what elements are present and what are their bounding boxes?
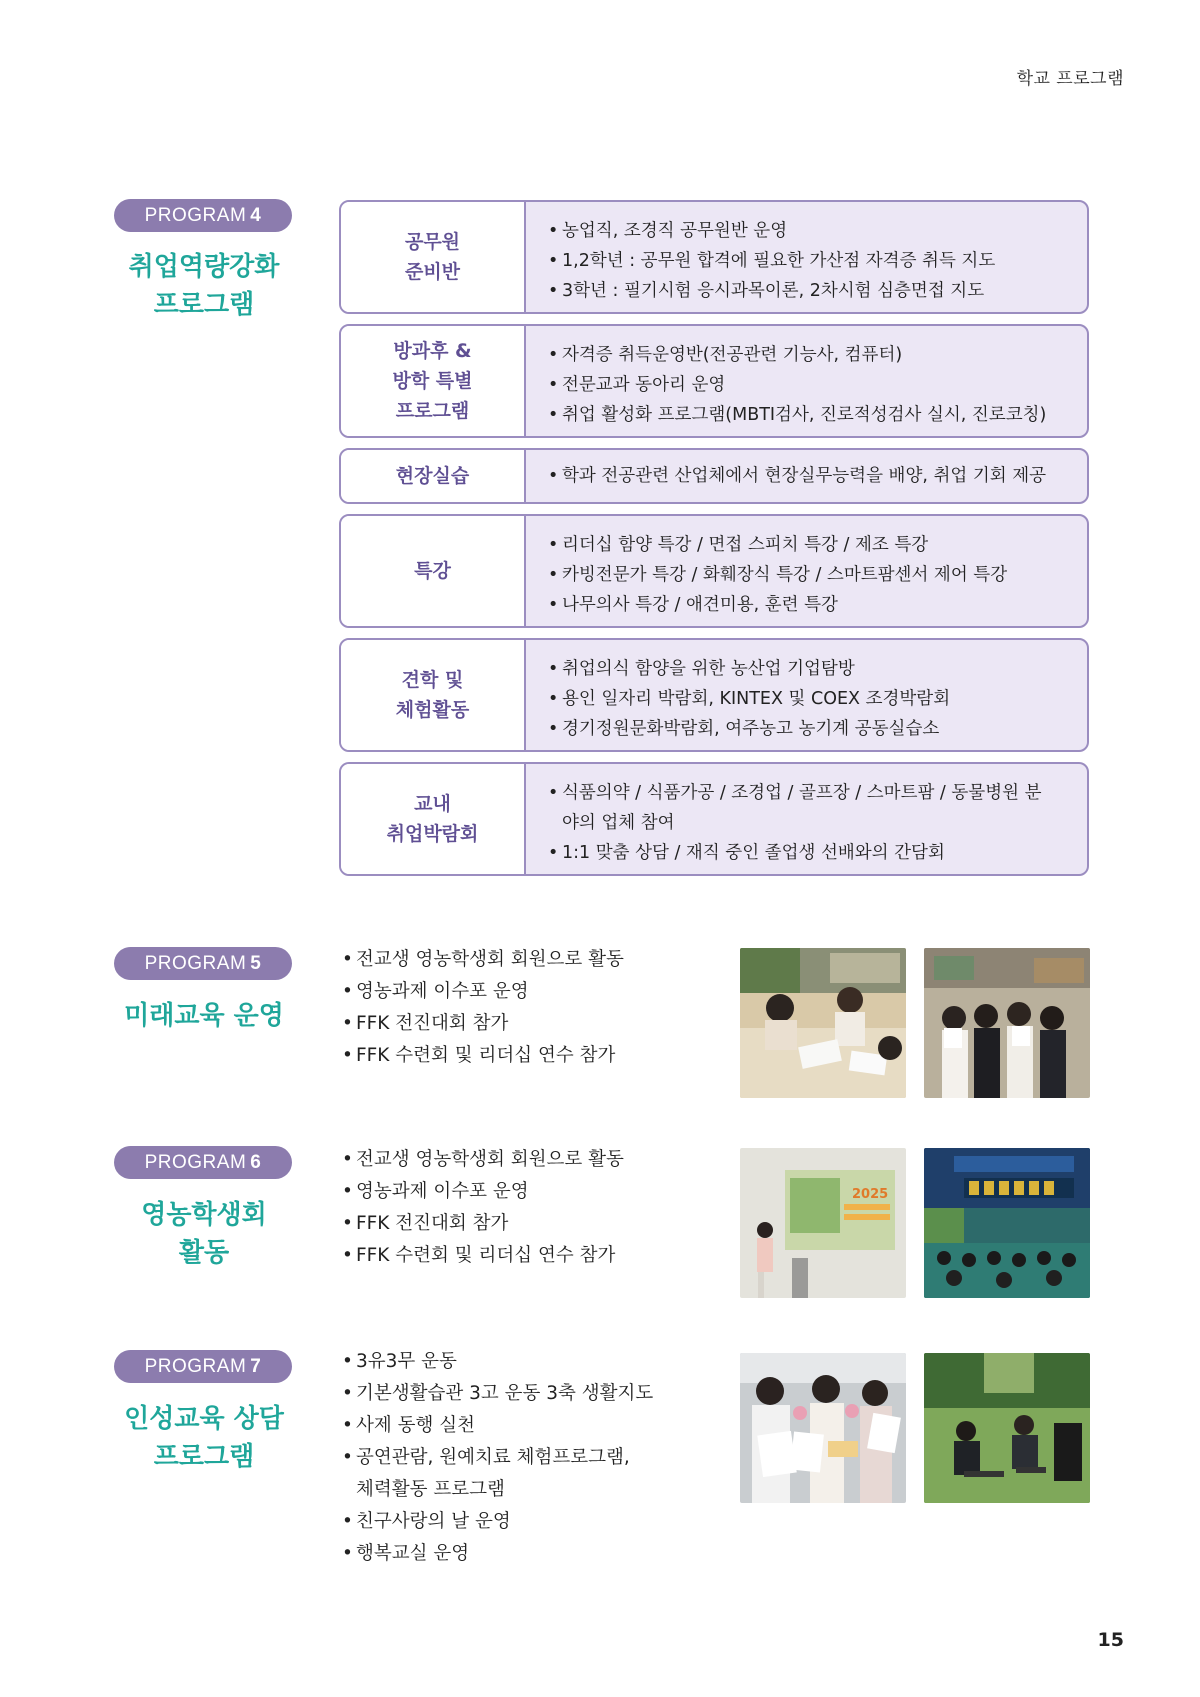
- row-item: • 취업의식 함양을 위한 농산업 기업탐방: [562, 654, 1067, 684]
- row-item: • 카빙전문가 특강 / 화훼장식 특강 / 스마트팜센서 제어 특강: [562, 560, 1067, 590]
- row-items: [526, 450, 1087, 502]
- program-4-badge: [114, 199, 292, 232]
- row-item: • 경기정원문화박람회, 여주농고 농기계 공동실습소: [562, 714, 1067, 744]
- program-row: [339, 200, 1089, 314]
- list-item: • FFK 수련회 및 리더십 연수 참가: [356, 1240, 716, 1272]
- program-7-title: [104, 1400, 304, 1476]
- title-line: 활동: [178, 1238, 230, 1268]
- title-line: 미래교육 운영: [124, 1001, 284, 1031]
- program-row: [339, 638, 1089, 752]
- list-item: • 영농과제 이수포 운영: [356, 976, 716, 1008]
- photo-outdoor-counseling: [924, 1353, 1090, 1503]
- row-category: 견학 및 체험활동: [341, 640, 526, 750]
- list-item: • 3유3무 운동: [356, 1346, 716, 1378]
- title-line: 인성교육 상담: [124, 1404, 284, 1434]
- program-7-badge: [114, 1350, 292, 1383]
- page-number: 15: [1097, 1629, 1124, 1651]
- badge-number: 5: [250, 953, 262, 974]
- program-5-list: [356, 944, 716, 1072]
- screen-text: 2025: [852, 1187, 889, 1202]
- row-items: [526, 640, 1087, 750]
- row-item: • 취업 활성화 프로그램(MBTI검사, 진로적성검사 실시, 진로코칭): [562, 400, 1067, 430]
- badge-word: PROGRAM: [144, 953, 247, 974]
- title-line: 프로그램: [153, 290, 255, 320]
- list-item: • 행복교실 운영: [356, 1538, 716, 1570]
- program-row: [339, 324, 1089, 438]
- row-items: [526, 516, 1087, 626]
- row-category: 방과후 & 방학 특별 프로그램: [341, 326, 526, 436]
- photo-presentation: [740, 1148, 906, 1298]
- program-row: [339, 762, 1089, 876]
- badge-number: 7: [250, 1356, 262, 1377]
- badge-number: 4: [250, 205, 262, 226]
- row-item: • 용인 일자리 박람회, KINTEX 및 COEX 조경박람회: [562, 684, 1067, 714]
- list-item: • 사제 동행 실천: [356, 1410, 716, 1442]
- photo-assembly: [924, 1148, 1090, 1298]
- program-row: [339, 514, 1089, 628]
- badge-number: 6: [250, 1152, 262, 1173]
- badge-word: PROGRAM: [144, 1356, 247, 1377]
- program-6-title: [104, 1196, 304, 1272]
- program-6-badge: [114, 1146, 292, 1179]
- list-item: • 영농과제 이수포 운영: [356, 1176, 716, 1208]
- program-4-table: [339, 200, 1089, 886]
- program-row: [339, 448, 1089, 504]
- row-item: • 나무의사 특강 / 애견미용, 훈련 특강: [562, 590, 1067, 620]
- program-6-list: [356, 1144, 716, 1272]
- row-items: [526, 202, 1087, 312]
- list-item: • FFK 수련회 및 리더십 연수 참가: [356, 1040, 716, 1072]
- row-item: • 리더십 함양 특강 / 면접 스피치 특강 / 제조 특강: [562, 530, 1067, 560]
- list-item: • FFK 전진대회 참가: [356, 1008, 716, 1040]
- program-7-list: [356, 1346, 716, 1570]
- row-item: • 식품의약 / 식품가공 / 조경업 / 골프장 / 스마트팜 / 동물병원 분야의 업체 참여: [562, 778, 1047, 838]
- row-category: 교내 취업박람회: [341, 764, 526, 874]
- photo-students-group: [924, 948, 1090, 1098]
- program-5-badge: [114, 947, 292, 980]
- row-item: • 3학년 : 필기시험 응시과목이론, 2차시험 심층면접 지도: [562, 276, 1067, 306]
- badge-word: PROGRAM: [144, 205, 247, 226]
- list-item: • 공연관람, 원예치료 체험프로그램,: [356, 1442, 716, 1474]
- program-5-title: [104, 997, 304, 1035]
- title-line: 영농학생회: [141, 1200, 267, 1230]
- row-item: • 농업직, 조경직 공무원반 운영: [562, 216, 1067, 246]
- row-item: • 1,2학년 : 공무원 합격에 필요한 가산점 자격증 취득 지도: [562, 246, 1067, 276]
- row-items: [526, 326, 1087, 436]
- photo-students-reading: [740, 948, 906, 1098]
- section-label: 학교 프로그램: [1016, 69, 1124, 89]
- list-item: • 기본생활습관 3고 운동 3축 생활지도: [356, 1378, 716, 1410]
- title-line: 취업역량강화: [128, 252, 280, 282]
- row-category: 공무원 준비반: [341, 202, 526, 312]
- row-item: • 학과 전공관련 산업체에서 현장실무능력을 배양, 취업 기회 제공: [562, 461, 1067, 491]
- row-item: • 1:1 맞춤 상담 / 재직 중인 졸업생 선배와의 간담회: [562, 838, 1047, 868]
- title-line: 프로그램: [153, 1442, 255, 1472]
- program-4-title: [104, 248, 304, 324]
- row-category: 현장실습: [341, 450, 526, 502]
- row-category: 특강: [341, 516, 526, 626]
- list-item: • 친구사랑의 날 운영: [356, 1506, 716, 1538]
- list-item: • 전교생 영농학생회 회원으로 활동: [356, 1144, 716, 1176]
- photo-teachers-flowers: [740, 1353, 906, 1503]
- row-items: [526, 764, 1087, 874]
- list-item: • FFK 전진대회 참가: [356, 1208, 716, 1240]
- badge-word: PROGRAM: [144, 1152, 247, 1173]
- row-item: • 전문교과 동아리 운영: [562, 370, 1067, 400]
- list-item: 체력활동 프로그램: [356, 1479, 505, 1500]
- row-item: • 자격증 취득운영반(전공관련 기능사, 컴퓨터): [562, 340, 1067, 370]
- list-item: • 전교생 영농학생회 회원으로 활동: [356, 944, 716, 976]
